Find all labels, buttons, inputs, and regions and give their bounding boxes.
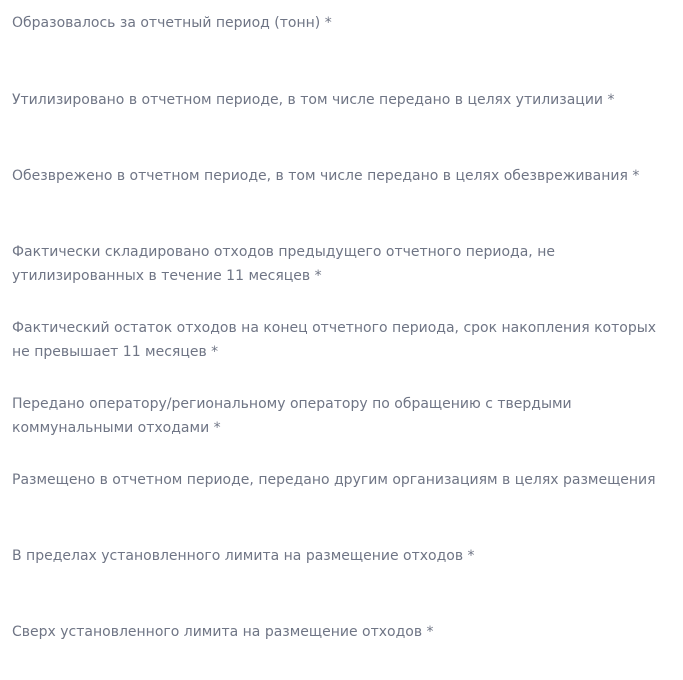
field-label-within-limit: В пределах установленного лимита на размещение отходов * [12,548,475,564]
field-label-placed-in-period: Размещено в отчетном периоде, передано другим организациям в целях размещения [12,472,656,488]
field-label-transferred-to-operator: Передано оператору/региональному оператору по обращению с твердыми коммунальными отходами * [12,396,572,436]
field-label-stored-previous-period: Фактически складировано отходов предыдущего отчетного периода, не утилизированных в течение 11 месяцев * [12,244,555,284]
field-label-utilized: Утилизировано в отчетном периоде, в том числе передано в целях утилизации * [12,92,615,108]
field-label-remaining-end-of-period: Фактический остаток отходов на конец отчетного периода, срок накопления которых не превышает 11 месяцев * [12,320,657,360]
field-label-generated: Образовалось за отчетный период (тонн) * [12,15,332,31]
field-label-neutralized: Обезврежено в отчетном периоде, в том числе передано в целях обезвреживания * [12,168,640,184]
field-label-over-limit: Сверх установленного лимита на размещение отходов * [12,624,434,640]
